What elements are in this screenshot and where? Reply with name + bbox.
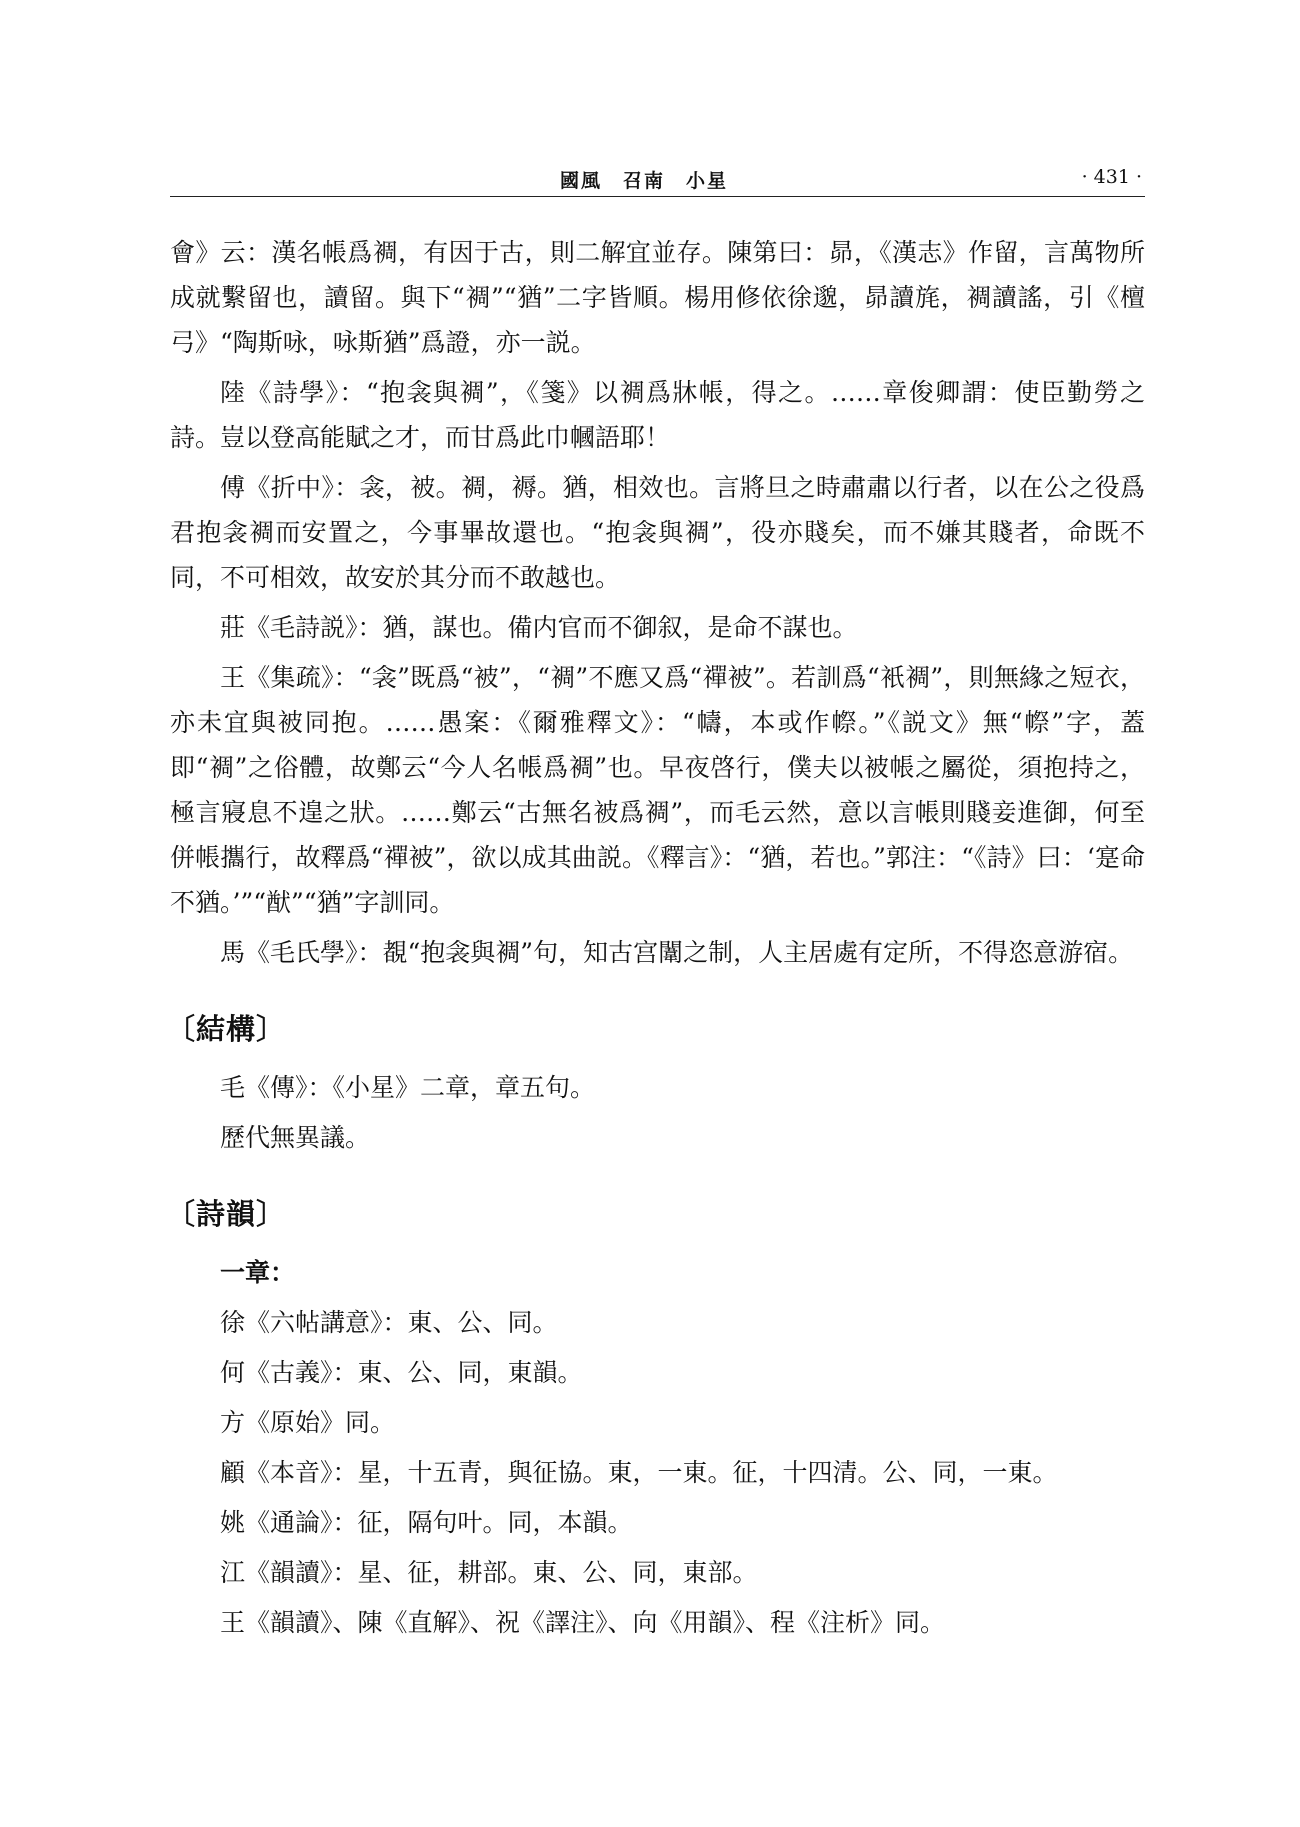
- chapter-label: 一章：: [220, 1258, 296, 1287]
- rhyme-line: 顧《本音》：星，十五青，與征協。東，一東。征，十四清。公、同，一東。: [220, 1458, 1058, 1487]
- page-header: [170, 160, 1150, 200]
- paragraph-lu-shixue: 陸《詩學》：“抱衾與裯”，《箋》以裯爲牀帳，得之。……章俊卿謂：使臣勤勞之詩。豈以登高能賦之才，而甘爲此巾幗語耶！: [170, 378, 1145, 452]
- paragraph-fu-zhezhong: 傅《折中》：衾，被。裯，褥。猶，相效也。言將旦之時肅肅以行者，以在公之役爲君抱衾裯而安置之，今事畢故還也。“抱衾與裯”，役亦賤矣，而不嫌其賤者，命既不同，不可相效，故安於其分而不敢越也。: [170, 473, 1145, 592]
- paragraph-wang-jishu: 王《集疏》：“衾”既爲“被”，“裯”不應又爲“禪被”。若訓爲“衹裯”，則無緣之短衣，亦未宜與被同抱。……愚案：《爾雅釋文》：“幬，本或作㡜。”《説文》無“㡜”字，蓋即“裯”之俗體，故鄭云“今人名帳爲裯”也。早夜啓行，僕夫以被帳之屬從，須抱持之，極言寢息不遑之狀。……鄭云“古無名被爲裯”，而毛云然，意以言帳則賤妾進御，何至併帳攜行，故釋爲“禪被”，欲以成其曲説。《釋言》：“猶，若也。”郭注：“《詩》曰：‘寔命不猶。’”“猷”“猶”字訓同。: [170, 663, 1145, 917]
- rhyme-line: 徐《六帖講意》：東、公、同。: [220, 1308, 558, 1337]
- rhyme-line: 何《古義》：東、公、同，東韻。: [220, 1358, 583, 1387]
- paragraph-ma-maoshixue: 馬《毛氏學》：覩“抱衾與裯”句，知古宫闈之制，人主居處有定所，不得恣意游宿。: [220, 938, 1134, 967]
- page-body: [166, 230, 1145, 1650]
- section-heading-rhyme: 〔詩韻〕: [166, 1197, 287, 1231]
- rhyme-line: 方《原始》同。: [220, 1408, 396, 1437]
- rhyme-line: 王《韻讀》、陳《直解》、祝《譯注》、向《用韻》、程《注析》同。: [220, 1608, 946, 1637]
- running-title: 國風 召南 小星: [560, 170, 729, 192]
- rhyme-line: 姚《通論》：征，隔句叶。同，本韻。: [220, 1508, 633, 1537]
- structure-line: 毛《傳》：《小星》二章，章五句。: [220, 1073, 596, 1102]
- section-heading-structure: 〔結構〕: [166, 1012, 287, 1046]
- page-number: · 431 ·: [1081, 166, 1142, 188]
- structure-line: 歷代無異議。: [220, 1123, 371, 1152]
- rhyme-line: 江《韻讀》：星、征，耕部。東、公、同，東部。: [220, 1558, 758, 1587]
- paragraph-zhuang-maoshishuo: 莊《毛詩説》：猶，謀也。備内官而不御叙，是命不謀也。: [220, 613, 858, 642]
- paragraph-continuation: 會》云：漢名帳爲裯，有因于古，則二解宜並存。陳第曰：昴，《漢志》作留，言萬物所成就繫留也，讀留。與下“裯”“猶”二字皆順。楊用修依徐邈，昴讀旄，裯讀謠，引《檀弓》“陶斯咏，咏斯猶”爲證，亦一説。: [170, 238, 1145, 357]
- header-rule: [170, 196, 1145, 197]
